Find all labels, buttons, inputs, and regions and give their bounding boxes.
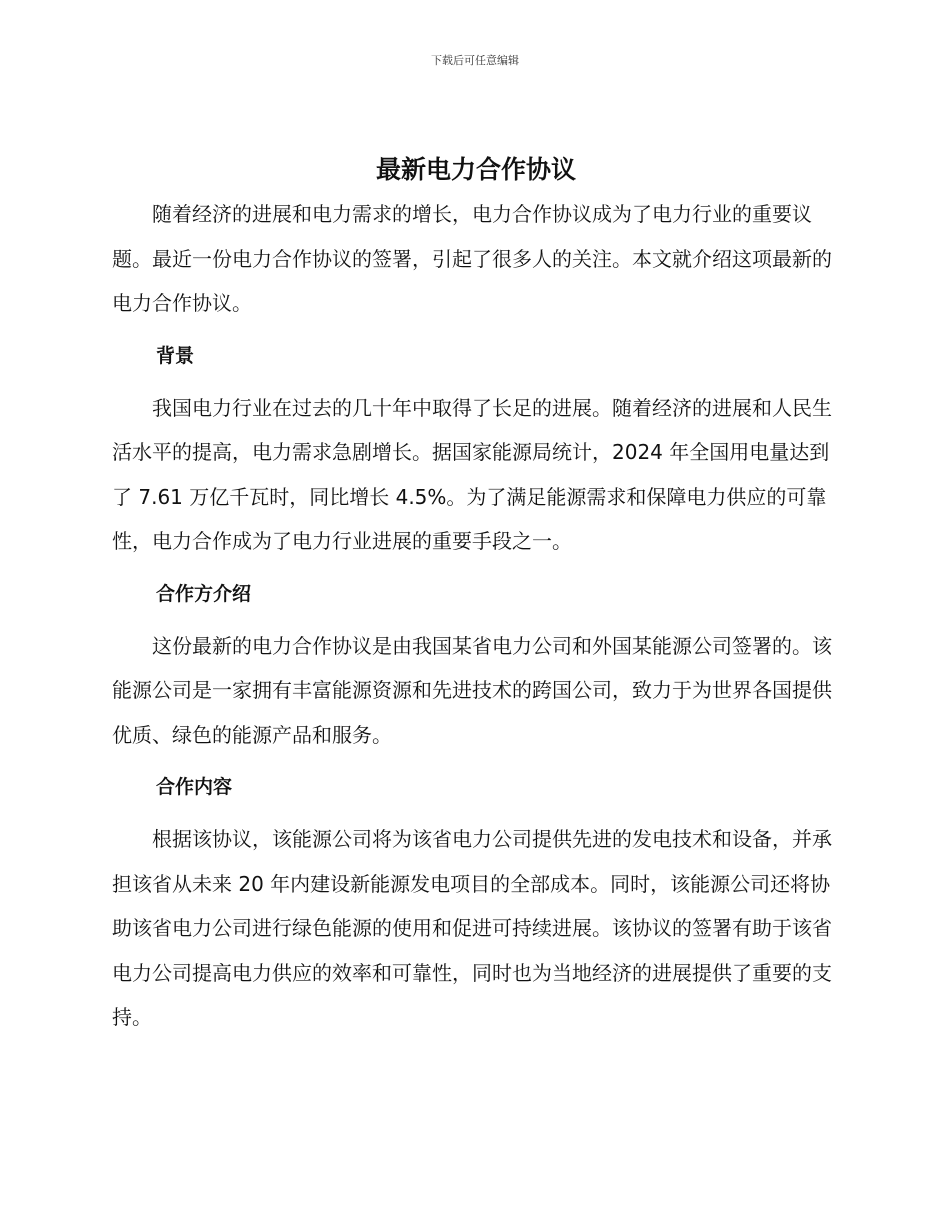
document-body — [112, 148, 840, 1040]
section-heading-background: 背景 — [156, 344, 195, 367]
section-paragraph-content: 根据该协议，该能源公司将为该省电力公司提供先进的发电技术和设备，并承担该省从未来 20 年内建设新能源发电项目的全部成本。同时，该能源公司还将协助该省电力公司进行绿色能源的使用和促进可持续进展。该协议的签署有助于该省电力公司提高电力供应的效率和可靠性，同时也为当地经济的进展提供了重要的支持。 — [112, 827, 832, 1029]
section-paragraph-partners: 这份最新的电力合作协议是由我国某省电力公司和外国某能源公司签署的。该能源公司是一家拥有丰富能源资源和先进技术的跨国公司，致力于为世界各国提供优质、绿色的能源产品和服务。 — [112, 633, 832, 747]
intro-paragraph: 随着经济的进展和电力需求的增长，电力合作协议成为了电力行业的重要议题。最近一份电力合作协议的签署，引起了很多人的关注。本文就介绍这项最新的电力合作协议。 — [112, 202, 832, 315]
section-partners — [112, 564, 840, 758]
section-heading-content: 合作内容 — [156, 776, 233, 798]
document-title: 最新电力合作协议 — [375, 155, 576, 184]
section-content — [112, 757, 840, 1040]
section-background — [112, 326, 840, 564]
section-heading-partners: 合作方介绍 — [156, 582, 252, 605]
page-header-note: 下载后可任意编辑 — [431, 54, 519, 67]
section-paragraph-background: 我国电力行业在过去的几十年中取得了长足的进展。随着经济的进展和人民生活水平的提高，电力需求急剧增长。据国家能源局统计，2024 年全国用电量达到了 7.61 万亿千瓦时，同比增长 4.5%。为了满足能源需求和保障电力供应的可靠性，电力合作成为了电力行业进展的重要手段之一。 — [112, 395, 832, 553]
